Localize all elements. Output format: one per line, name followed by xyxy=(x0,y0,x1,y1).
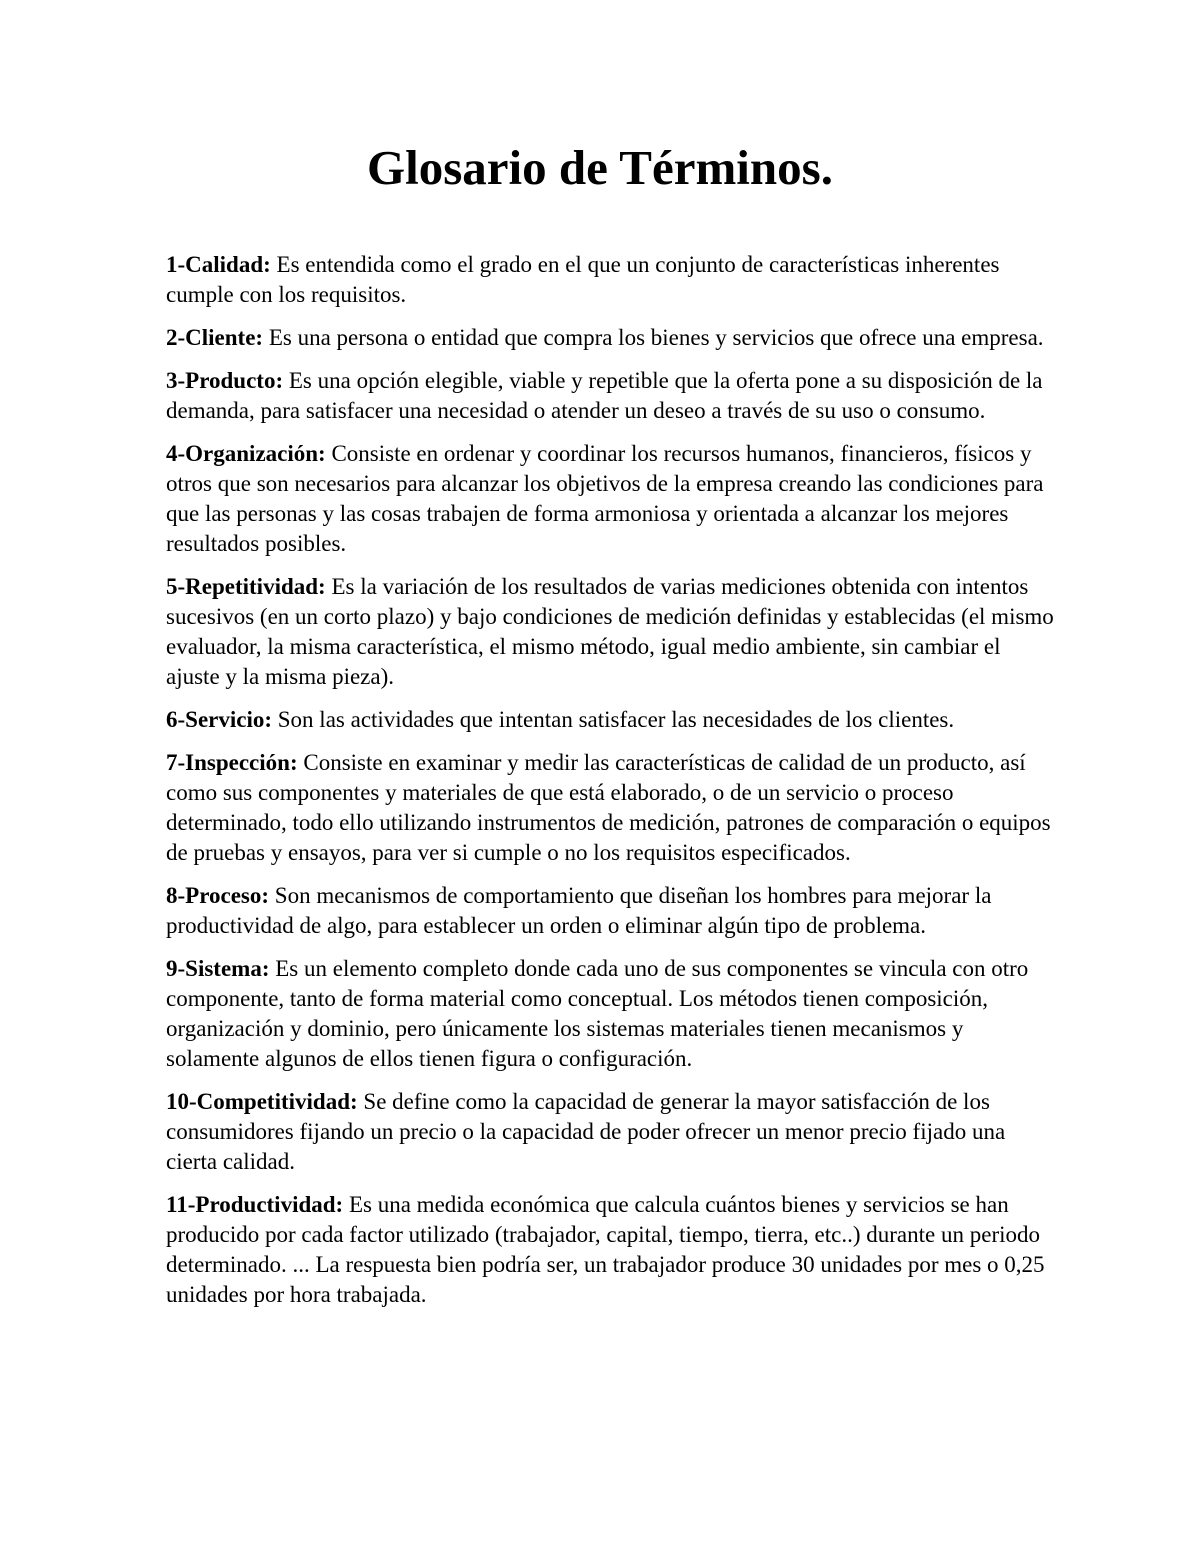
glossary-term: 8-Proceso: xyxy=(166,883,270,908)
glossary-entry xyxy=(166,954,1056,1074)
glossary-entry xyxy=(166,250,1056,310)
glossary-definition: Son las actividades que intentan satisfacer las necesidades de los clientes. xyxy=(277,707,955,732)
glossary-term: 7-Inspección: xyxy=(166,750,298,775)
glossary-entry xyxy=(166,748,1056,868)
glossary-list xyxy=(166,250,1056,1323)
glossary-entry xyxy=(166,705,1056,735)
glossary-definition: Consiste en ordenar y coordinar los recursos humanos, financieros, físicos y otros que son necesarios para alcanzar los objetivos de la empresa creando las condiciones para que las personas y las cosas trabajen de forma armoniosa y orientada a alcanzar los mejores resultados posibles. xyxy=(166,441,1044,556)
glossary-term: 1-Calidad: xyxy=(166,252,271,277)
glossary-entry xyxy=(166,572,1056,692)
glossary-definition: Es una persona o entidad que compra los bienes y servicios que ofrece una empresa. xyxy=(268,325,1044,350)
glossary-definition: Es una medida económica que calcula cuántos bienes y servicios se han producido por cada factor utilizado (trabajador, capital, tiempo, tierra, etc..) durante un periodo determinado. ... La respuesta bien podría ser, un trabajador produce 30 unidades por mes o 0,25 unidades por hora trabajada. xyxy=(166,1192,1045,1307)
glossary-definition: Consiste en examinar y medir las características de calidad de un producto, así como sus componentes y materiales de que está elaborado, o de un servicio o proceso determinado, todo ello utilizando instrumentos de medición, patrones de comparación o equipos de pruebas y ensayos, para ver si cumple o no los requisitos especificados. xyxy=(166,750,1051,865)
glossary-term: 9-Sistema: xyxy=(166,956,270,981)
page-title: Glosario de Términos. xyxy=(367,140,833,195)
glossary-definition: Es un elemento completo donde cada uno de sus componentes se vincula con otro componente, tanto de forma material como conceptual. Los métodos tienen composición, organización y dominio, pero únicamente los sistemas materiales tienen mecanismos y solamente algunos de ellos tienen figura o configuración. xyxy=(166,956,1029,1071)
glossary-entry xyxy=(166,366,1056,426)
glossary-definition: Son mecanismos de comportamiento que diseñan los hombres para mejorar la productividad de algo, para establecer un orden o eliminar algún tipo de problema. xyxy=(166,883,992,938)
glossary-term: 3-Producto: xyxy=(166,368,284,393)
glossary-entry xyxy=(166,1190,1056,1310)
glossary-definition: Es una opción elegible, viable y repetible que la oferta pone a su disposición de la demanda, para satisfacer una necesidad o atender un deseo a través de su uso o consumo. xyxy=(166,368,1043,423)
glossary-entry xyxy=(166,323,1056,353)
glossary-entry xyxy=(166,881,1056,941)
glossary-definition: Es la variación de los resultados de varias mediciones obtenida con intentos sucesivos (en un corto plazo) y bajo condiciones de medición definidas y establecidas (el mismo evaluador, la misma característica, el mismo método, igual medio ambiente, sin cambiar el ajuste y la misma pieza). xyxy=(166,574,1054,689)
glossary-definition: Es entendida como el grado en el que un conjunto de características inherentes cumple con los requisitos. xyxy=(166,252,1000,307)
glossary-definition: Se define como la capacidad de generar la mayor satisfacción de los consumidores fijando un precio o la capacidad de poder ofrecer un menor precio fijado una cierta calidad. xyxy=(166,1089,1006,1174)
glossary-entry xyxy=(166,439,1056,559)
glossary-entry xyxy=(166,1087,1056,1177)
glossary-term: 5-Repetitividad: xyxy=(166,574,326,599)
glossary-term: 6-Servicio: xyxy=(166,707,273,732)
glossary-term: 2-Cliente: xyxy=(166,325,264,350)
glossary-term: 10-Competitividad: xyxy=(166,1089,358,1114)
glossary-term: 4-Organización: xyxy=(166,441,326,466)
glossary-term: 11-Productividad: xyxy=(166,1192,344,1217)
